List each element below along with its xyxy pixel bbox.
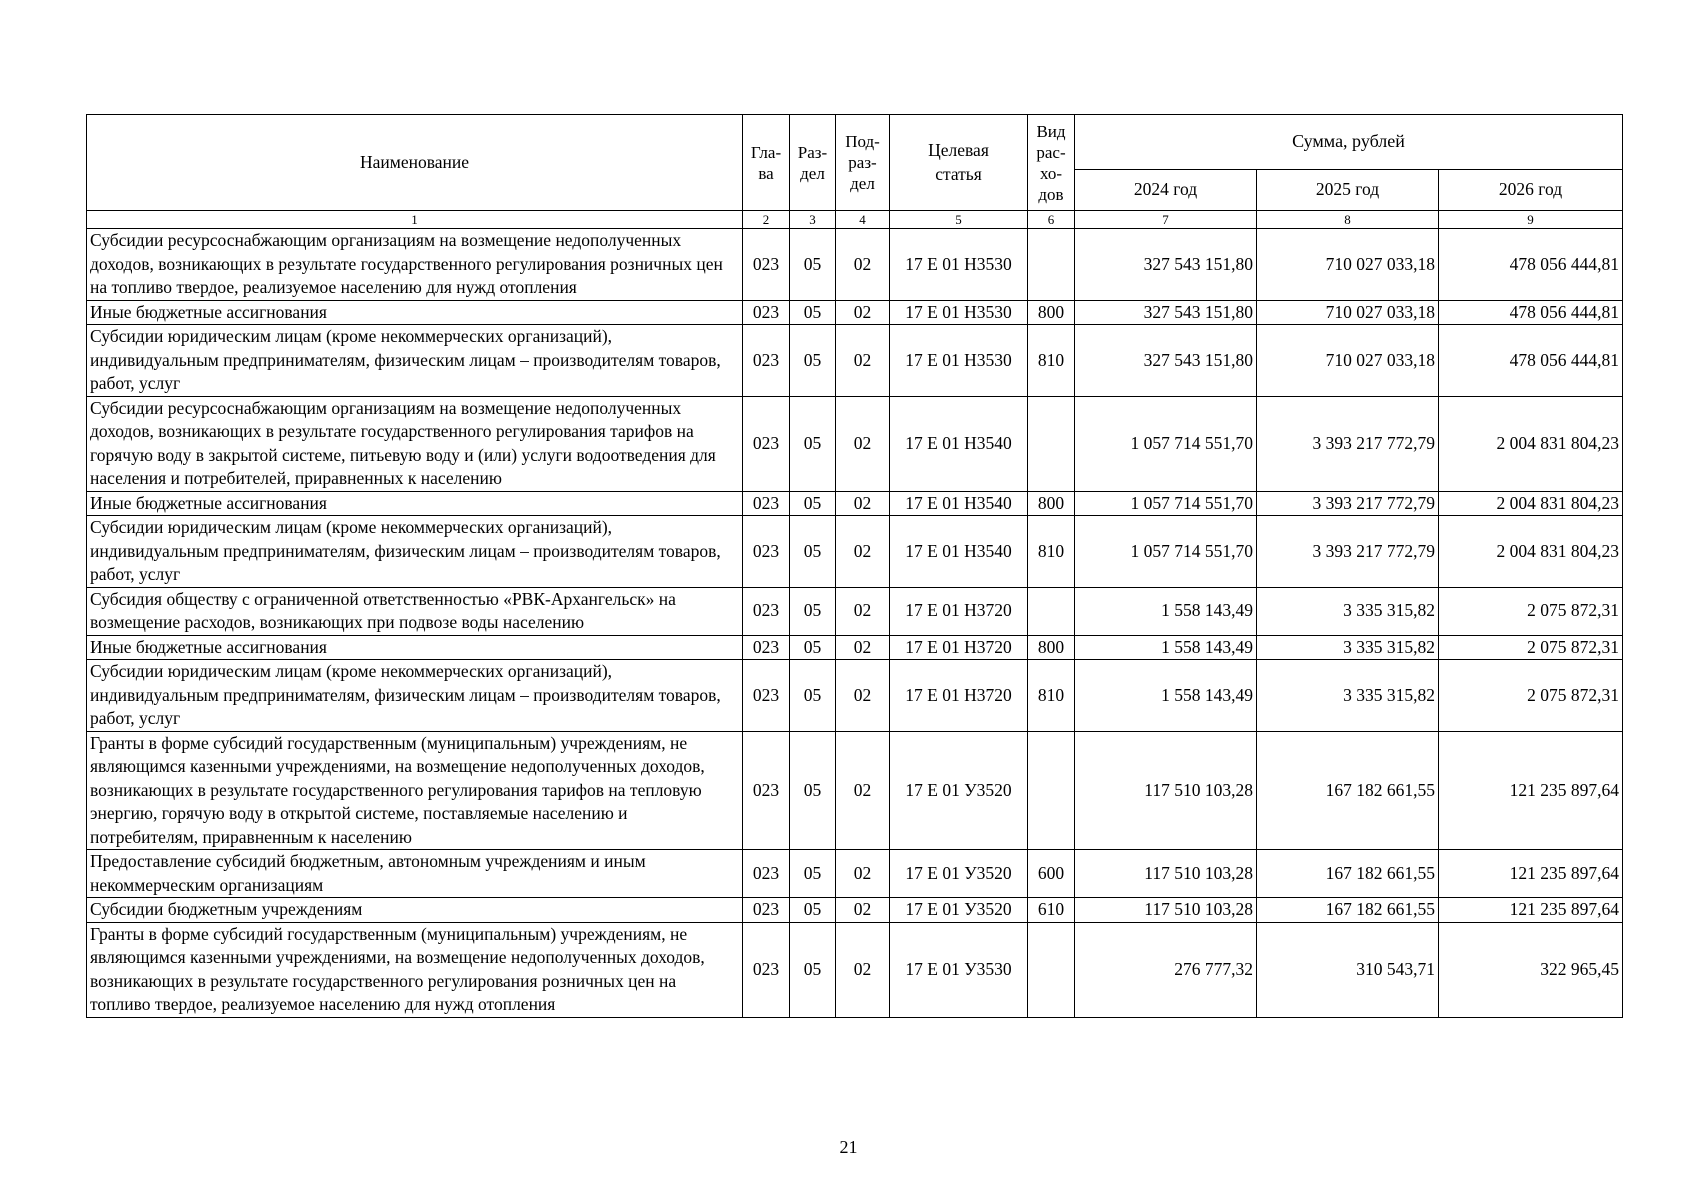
column-number: 6 xyxy=(1028,211,1075,229)
row-sum-2025: 167 182 661,55 xyxy=(1257,850,1439,898)
row-chapter: 023 xyxy=(743,635,790,660)
row-sum-2026: 2 075 872,31 xyxy=(1439,635,1623,660)
row-name: Субсидии ресурсоснабжающим организациям на возмещение недополученных доходов, возникающих в результате государственного регулирования розничных цен на топливо твердое, реализуемое населению для нужд отопления xyxy=(87,229,743,301)
row-expense-type xyxy=(1028,396,1075,491)
row-sum-2026: 2 075 872,31 xyxy=(1439,660,1623,732)
row-sum-2026: 478 056 444,81 xyxy=(1439,229,1623,301)
row-sum-2025: 3 393 217 772,79 xyxy=(1257,516,1439,588)
row-name: Субсидии ресурсоснабжающим организациям на возмещение недополученных доходов, возникающих в результате государственного регулирования тарифов на горячую воду в закрытой системе, питьевую воду и (или) услуги водоотведения для населения и потребителей, приравненных к населению xyxy=(87,396,743,491)
row-section: 05 xyxy=(790,300,836,325)
column-number: 7 xyxy=(1075,211,1257,229)
row-sum-2024: 1 558 143,49 xyxy=(1075,635,1257,660)
row-sum-2026: 121 235 897,64 xyxy=(1439,850,1623,898)
table-row xyxy=(87,491,1623,516)
row-subsection: 02 xyxy=(836,396,890,491)
row-subsection: 02 xyxy=(836,587,890,635)
row-sum-2024: 117 510 103,28 xyxy=(1075,731,1257,850)
page-number: 21 xyxy=(839,1137,858,1157)
header-year-2025: 2025 год xyxy=(1257,170,1439,211)
header-year-2024: 2024 год xyxy=(1075,170,1257,211)
row-sum-2026: 478 056 444,81 xyxy=(1439,300,1623,325)
row-section: 05 xyxy=(790,516,836,588)
row-sum-2024: 117 510 103,28 xyxy=(1075,898,1257,923)
table-row xyxy=(87,516,1623,588)
row-expense-type: 800 xyxy=(1028,300,1075,325)
row-sum-2026: 2 004 831 804,23 xyxy=(1439,516,1623,588)
row-section: 05 xyxy=(790,325,836,397)
table-row xyxy=(87,660,1623,732)
column-number: 3 xyxy=(790,211,836,229)
row-sum-2025: 3 335 315,82 xyxy=(1257,660,1439,732)
row-chapter: 023 xyxy=(743,396,790,491)
row-sum-2024: 327 543 151,80 xyxy=(1075,300,1257,325)
header-expense-type: Вид рас- хо- дов xyxy=(1028,115,1075,211)
row-sum-2025: 710 027 033,18 xyxy=(1257,325,1439,397)
row-chapter: 023 xyxy=(743,731,790,850)
header-section: Раз- дел xyxy=(790,115,836,211)
row-section: 05 xyxy=(790,850,836,898)
row-sum-2025: 167 182 661,55 xyxy=(1257,898,1439,923)
table-row xyxy=(87,229,1623,301)
row-expense-type xyxy=(1028,731,1075,850)
row-expense-type: 810 xyxy=(1028,516,1075,588)
row-subsection: 02 xyxy=(836,731,890,850)
row-target: 17 Е 01 Н3540 xyxy=(890,516,1028,588)
row-subsection: 02 xyxy=(836,850,890,898)
row-chapter: 023 xyxy=(743,587,790,635)
row-chapter: 023 xyxy=(743,922,790,1017)
row-name: Субсидии юридическим лицам (кроме некоммерческих организаций), индивидуальным предпринимателям, физическим лицам – производителям товаров, работ, услуг xyxy=(87,325,743,397)
column-number: 8 xyxy=(1257,211,1439,229)
header-sum: Сумма, рублей xyxy=(1075,115,1623,170)
table-row xyxy=(87,898,1623,923)
row-name: Иные бюджетные ассигнования xyxy=(87,491,743,516)
row-sum-2026: 322 965,45 xyxy=(1439,922,1623,1017)
row-section: 05 xyxy=(790,396,836,491)
column-number: 1 xyxy=(87,211,743,229)
header-year-2026: 2026 год xyxy=(1439,170,1623,211)
column-number: 5 xyxy=(890,211,1028,229)
row-sum-2024: 276 777,32 xyxy=(1075,922,1257,1017)
row-subsection: 02 xyxy=(836,922,890,1017)
row-sum-2024: 1 057 714 551,70 xyxy=(1075,516,1257,588)
row-target: 17 Е 01 Н3530 xyxy=(890,325,1028,397)
row-name: Субсидии юридическим лицам (кроме некоммерческих организаций), индивидуальным предпринимателям, физическим лицам – производителям товаров, работ, услуг xyxy=(87,660,743,732)
row-expense-type xyxy=(1028,229,1075,301)
row-chapter: 023 xyxy=(743,229,790,301)
row-sum-2025: 3 393 217 772,79 xyxy=(1257,491,1439,516)
row-section: 05 xyxy=(790,922,836,1017)
row-chapter: 023 xyxy=(743,325,790,397)
row-sum-2024: 1 558 143,49 xyxy=(1075,660,1257,732)
row-target: 17 Е 01 Н3720 xyxy=(890,635,1028,660)
row-sum-2025: 3 393 217 772,79 xyxy=(1257,396,1439,491)
header-target: Целевая статья xyxy=(890,115,1028,211)
header-subsection: Под- раз- дел xyxy=(836,115,890,211)
row-sum-2025: 310 543,71 xyxy=(1257,922,1439,1017)
row-sum-2025: 167 182 661,55 xyxy=(1257,731,1439,850)
table-row xyxy=(87,587,1623,635)
row-target: 17 Е 01 У3520 xyxy=(890,898,1028,923)
table-row xyxy=(87,635,1623,660)
row-sum-2026: 2 075 872,31 xyxy=(1439,587,1623,635)
row-chapter: 023 xyxy=(743,660,790,732)
row-sum-2025: 3 335 315,82 xyxy=(1257,587,1439,635)
row-chapter: 023 xyxy=(743,491,790,516)
row-expense-type xyxy=(1028,587,1075,635)
row-expense-type: 810 xyxy=(1028,325,1075,397)
row-section: 05 xyxy=(790,229,836,301)
row-expense-type: 600 xyxy=(1028,850,1075,898)
table-row xyxy=(87,325,1623,397)
row-subsection: 02 xyxy=(836,516,890,588)
row-section: 05 xyxy=(790,587,836,635)
table-row xyxy=(87,850,1623,898)
row-target: 17 Е 01 Н3530 xyxy=(890,300,1028,325)
row-subsection: 02 xyxy=(836,898,890,923)
row-target: 17 Е 01 Н3720 xyxy=(890,587,1028,635)
budget-table xyxy=(86,114,1623,1018)
row-target: 17 Е 01 Н3540 xyxy=(890,396,1028,491)
row-section: 05 xyxy=(790,898,836,923)
table-row xyxy=(87,731,1623,850)
row-subsection: 02 xyxy=(836,660,890,732)
row-chapter: 023 xyxy=(743,516,790,588)
row-sum-2024: 1 057 714 551,70 xyxy=(1075,396,1257,491)
row-sum-2026: 121 235 897,64 xyxy=(1439,731,1623,850)
column-number: 4 xyxy=(836,211,890,229)
row-subsection: 02 xyxy=(836,491,890,516)
row-target: 17 Е 01 У3520 xyxy=(890,731,1028,850)
row-target: 17 Е 01 У3530 xyxy=(890,922,1028,1017)
row-target: 17 Е 01 У3520 xyxy=(890,850,1028,898)
row-section: 05 xyxy=(790,731,836,850)
header-chapter: Гла- ва xyxy=(743,115,790,211)
row-expense-type: 800 xyxy=(1028,635,1075,660)
row-expense-type: 800 xyxy=(1028,491,1075,516)
row-section: 05 xyxy=(790,660,836,732)
row-name: Субсидии бюджетным учреждениям xyxy=(87,898,743,923)
row-sum-2025: 710 027 033,18 xyxy=(1257,229,1439,301)
table-body xyxy=(87,229,1623,1018)
row-subsection: 02 xyxy=(836,229,890,301)
row-name: Иные бюджетные ассигнования xyxy=(87,635,743,660)
row-target: 17 Е 01 Н3530 xyxy=(890,229,1028,301)
row-expense-type xyxy=(1028,922,1075,1017)
row-name: Гранты в форме субсидий государственным (муниципальным) учреждениям, не являющимся казенными учреждениями, на возмещение недополученных доходов, возникающих в результате государственного регулирования розничных цен на топливо твердое, реализуемое населению для нужд отопления xyxy=(87,922,743,1017)
row-sum-2024: 327 543 151,80 xyxy=(1075,229,1257,301)
row-chapter: 023 xyxy=(743,300,790,325)
row-target: 17 Е 01 Н3540 xyxy=(890,491,1028,516)
row-sum-2026: 2 004 831 804,23 xyxy=(1439,491,1623,516)
table-row xyxy=(87,396,1623,491)
row-name: Предоставление субсидий бюджетным, автономным учреждениям и иным некоммерческим организациям xyxy=(87,850,743,898)
column-numbers-row xyxy=(87,211,1623,229)
row-target: 17 Е 01 Н3720 xyxy=(890,660,1028,732)
header-name: Наименование xyxy=(87,115,743,211)
row-expense-type: 810 xyxy=(1028,660,1075,732)
row-name: Субсидии юридическим лицам (кроме некоммерческих организаций), индивидуальным предпринимателям, физическим лицам – производителям товаров, работ, услуг xyxy=(87,516,743,588)
table-row xyxy=(87,922,1623,1017)
row-sum-2026: 478 056 444,81 xyxy=(1439,325,1623,397)
row-subsection: 02 xyxy=(836,300,890,325)
row-sum-2025: 710 027 033,18 xyxy=(1257,300,1439,325)
row-sum-2024: 1 057 714 551,70 xyxy=(1075,491,1257,516)
row-sum-2026: 121 235 897,64 xyxy=(1439,898,1623,923)
row-section: 05 xyxy=(790,635,836,660)
column-number: 9 xyxy=(1439,211,1623,229)
row-sum-2024: 1 558 143,49 xyxy=(1075,587,1257,635)
row-name: Иные бюджетные ассигнования xyxy=(87,300,743,325)
row-expense-type: 610 xyxy=(1028,898,1075,923)
row-sum-2024: 117 510 103,28 xyxy=(1075,850,1257,898)
table-row xyxy=(87,300,1623,325)
row-subsection: 02 xyxy=(836,325,890,397)
row-section: 05 xyxy=(790,491,836,516)
row-name: Субсидия обществу с ограниченной ответственностью «РВК-Архангельск» на возмещение расходов, возникающих при подвозе воды населению xyxy=(87,587,743,635)
column-number: 2 xyxy=(743,211,790,229)
row-sum-2026: 2 004 831 804,23 xyxy=(1439,396,1623,491)
row-chapter: 023 xyxy=(743,898,790,923)
row-subsection: 02 xyxy=(836,635,890,660)
row-chapter: 023 xyxy=(743,850,790,898)
row-sum-2024: 327 543 151,80 xyxy=(1075,325,1257,397)
row-name: Гранты в форме субсидий государственным (муниципальным) учреждениям, не являющимся казенными учреждениями, на возмещение недополученных доходов, возникающих в результате государственного регулирования тарифов на тепловую энергию, горячую воду в открытой системе, поставляемые населению и потребителям, приравненным к населению xyxy=(87,731,743,850)
row-sum-2025: 3 335 315,82 xyxy=(1257,635,1439,660)
